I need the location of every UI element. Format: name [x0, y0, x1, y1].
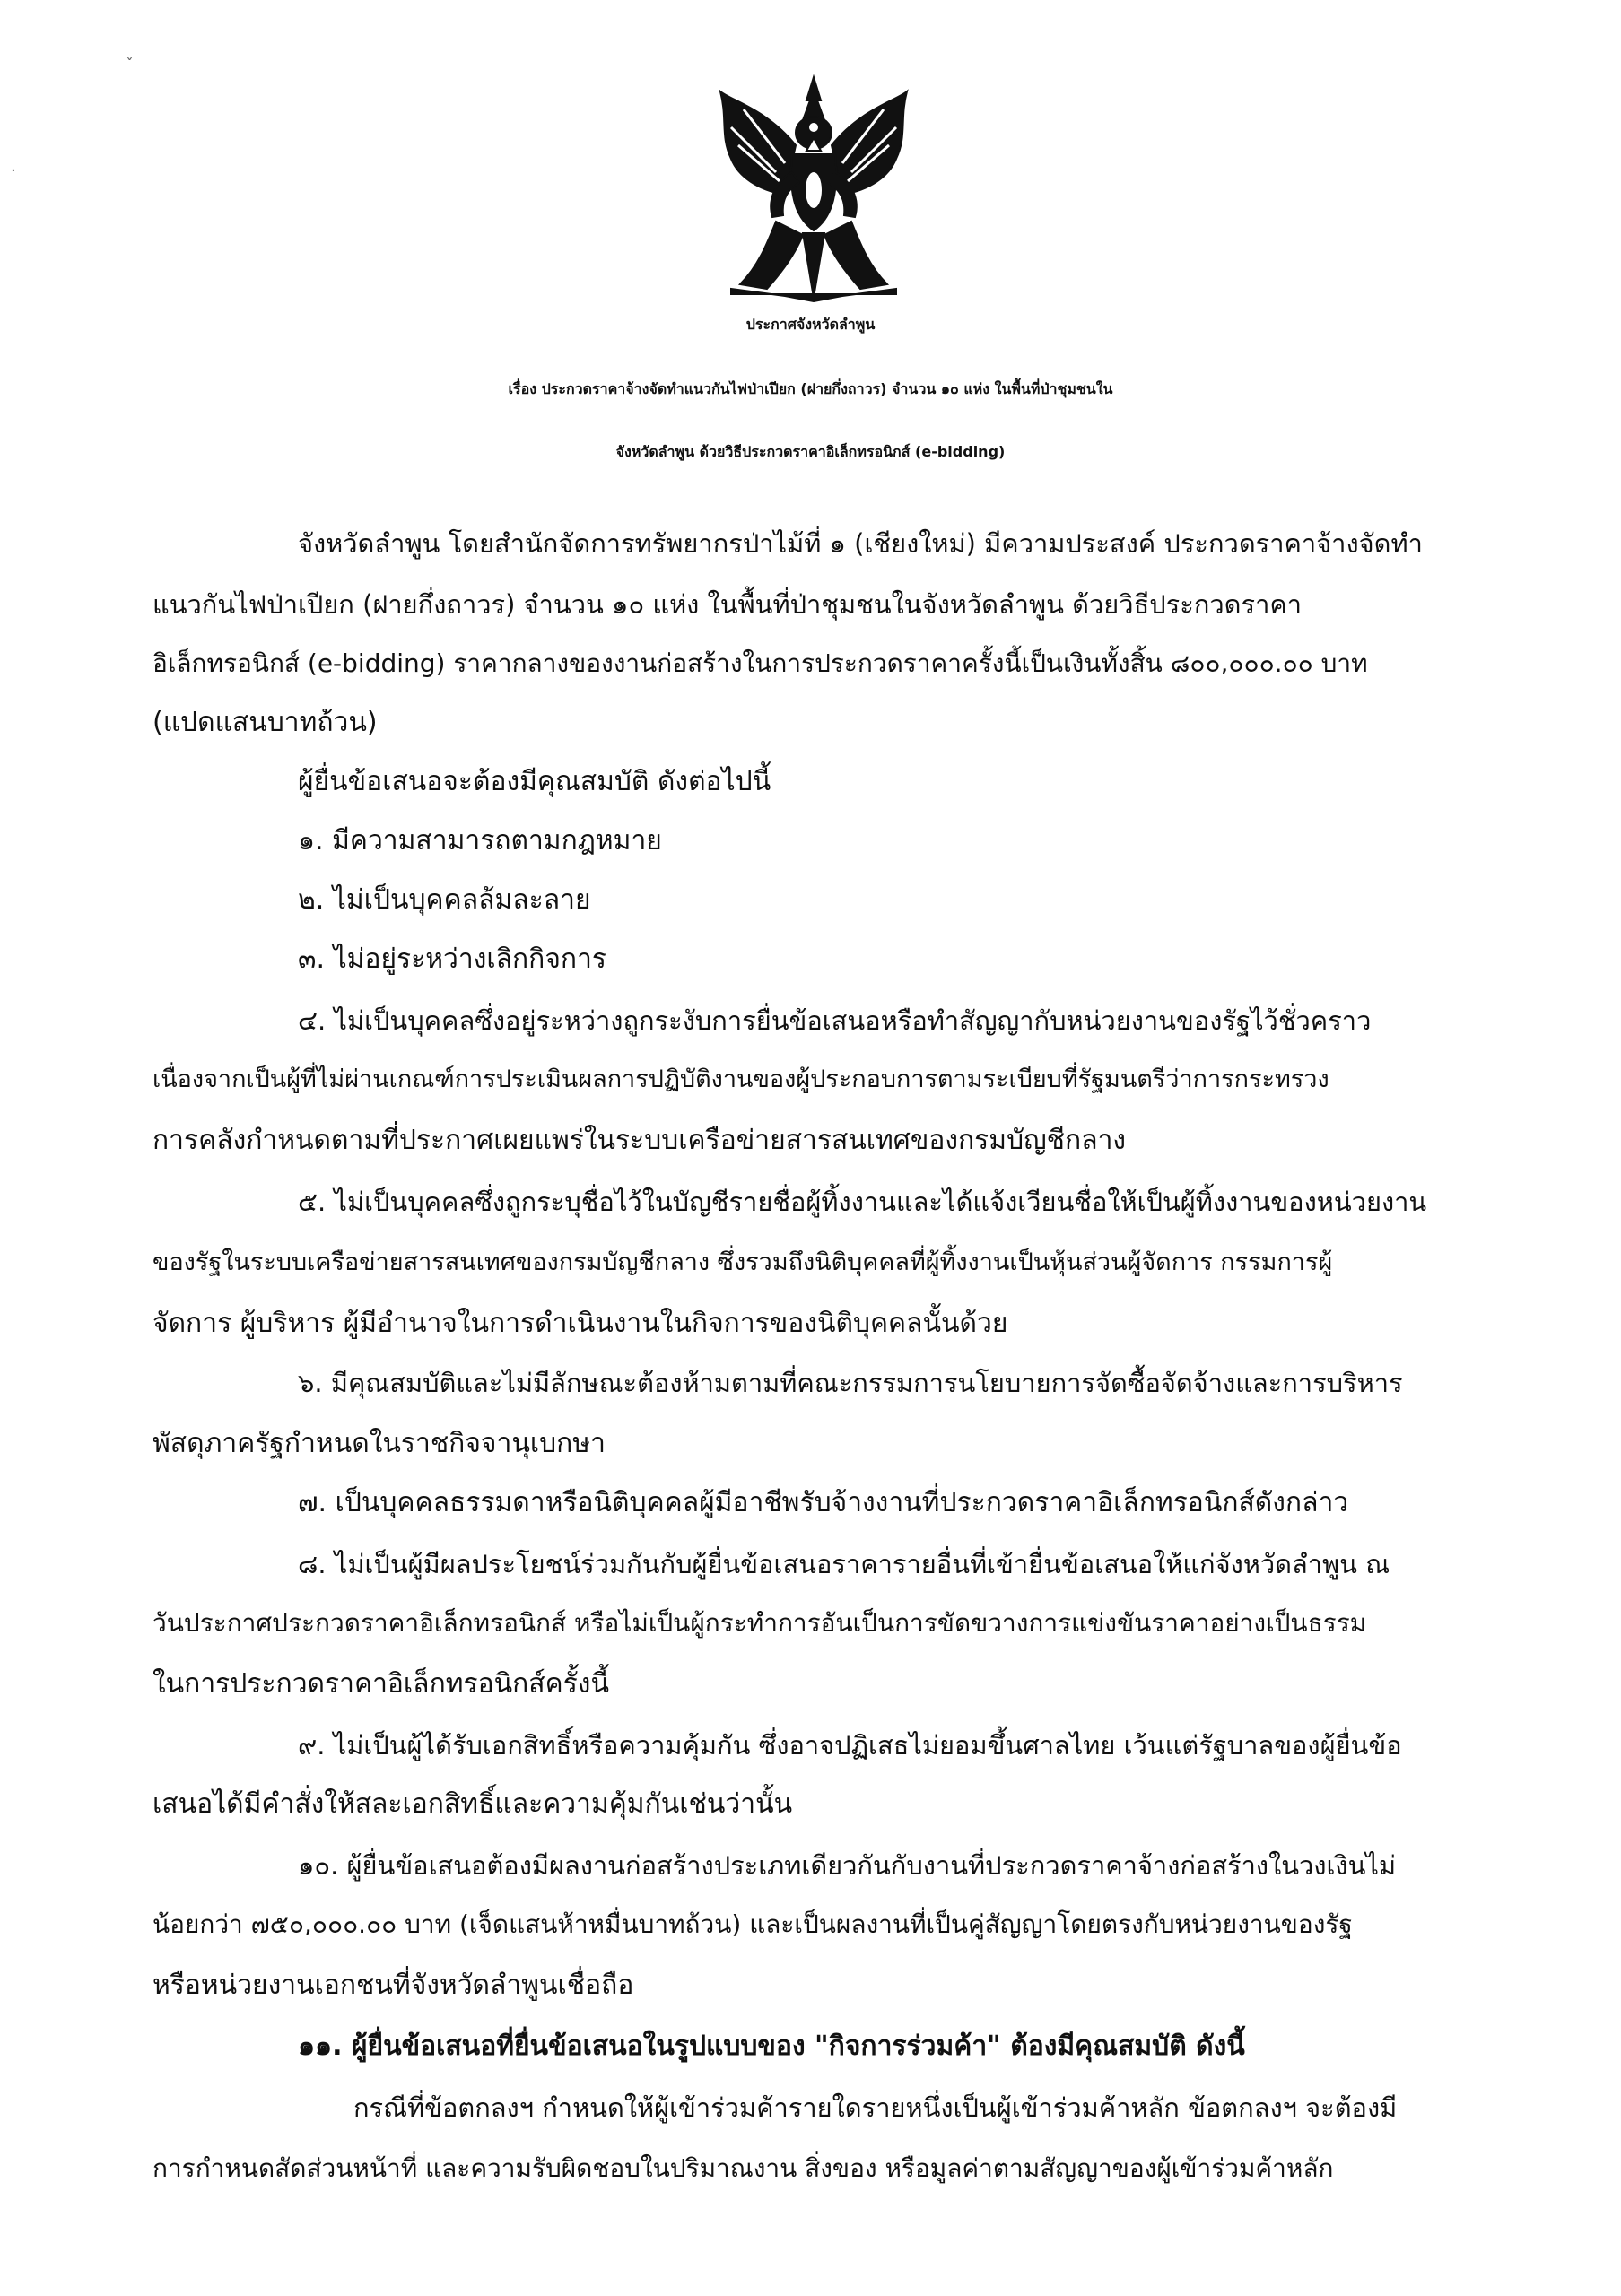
body-line: ผู้ยื่นข้อเสนอจะต้องมีคุณสมบัติ ดังต่อไปนี้ — [298, 766, 771, 797]
body-line: ๒. ไม่เป็นบุคคลล้มละลาย — [298, 884, 591, 916]
body-line: เนื่องจากเป็นผู้ที่ไม่ผ่านเกณฑ์การประเมินผลการปฏิบัติงานของผู้ประกอบการตามระเบียบที่รัฐมนตรีว่าการกระทรวง — [153, 1065, 1329, 1093]
body-line: ในการประกวดราคาอิเล็กทรอนิกส์ครั้งนี้ — [153, 1668, 609, 1700]
body-line: แนวกันไฟป่าเปียก (ฝายกึ่งถาวร) จำนวน ๑๐ แห่ง ในพื้นที่ป่าชุมชนในจังหวัดลำพูน ด้วยวิธีประกวดราคา — [153, 589, 1303, 620]
body-line: หรือหน่วยงานเอกชนที่จังหวัดลำพูนเชื่อถือ — [153, 1970, 634, 2001]
scan-dot: · — [11, 161, 16, 180]
body-line: ๔. ไม่เป็นบุคคลซึ่งอยู่ระหว่างถูกระงับการยื่นข้อเสนอหรือทำสัญญากับหน่วยงานของรัฐไว้ชั่วคราว — [298, 1005, 1372, 1036]
body-line: ๑๐. ผู้ยื่นข้อเสนอต้องมีผลงานก่อสร้างประเภทเดียวกันกับงานที่ประกวดราคาจ้างก่อสร้างในวงเงินไม่ — [298, 1850, 1397, 1881]
body-line: ๙. ไม่เป็นผู้ได้รับเอกสิทธิ์หรือความคุ้มกัน ซึ่งอาจปฏิเสธไม่ยอมขึ้นศาลไทย เว้นแต่รัฐบาลของผู้ยื่นข้อ — [298, 1730, 1402, 1761]
announcement-title: ประกาศจังหวัดลำพูน — [745, 316, 876, 333]
body-line: ๑๑. ผู้ยื่นข้อเสนอที่ยื่นข้อเสนอในรูปแบบของ "กิจการร่วมค้า" ต้องมีคุณสมบัติ ดังนี้ — [298, 2031, 1245, 2062]
subject-line-1: เรื่อง ประกวดราคาจ้างจัดทำแนวกันไฟป่าเปียก (ฝายกึ่งถาวร) จำนวน ๑๐ แห่ง ในพื้นที่ป่าชุมชนใน — [508, 380, 1113, 397]
body-line: (แปดแสนบาทถ้วน) — [153, 707, 378, 738]
body-line: ๕. ไม่เป็นบุคคลซึ่งถูกระบุชื่อไว้ในบัญชีรายชื่อผู้ทิ้งงานและได้แจ้งเวียนชื่อให้เป็นผู้ทิ้งงานของหน่วยงาน — [298, 1187, 1427, 1217]
body-line: น้อยกว่า ๗๕๐,๐๐๐.๐๐ บาท (เจ็ดแสนห้าหมื่นบาทถ้วน) และเป็นผลงานที่เป็นคู่สัญญาโดยตรงกับหน่วยงานของรัฐ — [153, 1909, 1353, 1939]
body-line: จัดการ ผู้บริหาร ผู้มีอำนาจในการดำเนินงานในกิจการของนิติบุคคลนั้นด้วย — [153, 1308, 1008, 1339]
body-line: พัสดุภาครัฐกำหนดในราชกิจจานุเบกษา — [153, 1428, 606, 1459]
body-line: ๓. ไม่อยู่ระหว่างเลิกกิจการ — [298, 944, 607, 975]
body-line: เสนอได้มีคำสั่งให้สละเอกสิทธิ์และความคุ้มกันเช่นว่านั้น — [153, 1788, 793, 1820]
body-line: กรณีที่ข้อตกลงฯ กำหนดให้ผู้เข้าร่วมค้ารายใดรายหนึ่งเป็นผู้เข้าร่วมค้าหลัก ข้อตกลงฯ จะต้องมี — [353, 2092, 1398, 2123]
body-line: การคลังกำหนดตามที่ประกาศเผยแพร่ในระบบเครือข่ายสารสนเทศของกรมบัญชีกลาง — [153, 1125, 1127, 1156]
body-line: จังหวัดลำพูน โดยสำนักจัดการทรัพยากรป่าไม้ที่ ๑ (เชียงใหม่) มีความประสงค์ ประกวดราคาจ้างจัดทำ — [298, 528, 1423, 559]
body-line: อิเล็กทรอนิกส์ (e-bidding) ราคากลางของงานก่อสร้างในการประกวดราคาครั้งนี้เป็นเงินทั้งสิ้น ๘๐๐,๐๐๐.๐๐ บาท — [153, 648, 1368, 678]
body-line: การกำหนดสัดส่วนหน้าที่ และความรับผิดชอบในปริมาณงาน สิ่งของ หรือมูลค่าตามสัญญาของผู้เข้าร่วมค้าหลัก — [153, 2153, 1334, 2183]
body-line: ของรัฐในระบบเครือข่ายสารสนเทศของกรมบัญชีกลาง ซึ่งรวมถึงนิติบุคคลที่ผู้ทิ้งงานเป็นหุ้นส่วนผู้จัดการ กรรมการผู้ — [153, 1248, 1333, 1276]
body-line: วันประกาศประกวดราคาอิเล็กทรอนิกส์ หรือไม่เป็นผู้กระทำการอันเป็นการขัดขวางการแข่งขันราคาอย่างเป็นธรรม — [153, 1608, 1367, 1638]
body-line: ๑. มีความสามารถตามกฎหมาย — [298, 825, 662, 857]
scan-speck: ˇ — [126, 56, 134, 74]
body-line: ๘. ไม่เป็นผู้มีผลประโยชน์ร่วมกันกับผู้ยื่นข้อเสนอราคารายอื่นที่เข้ายื่นข้อเสนอให้แก่จังหวัดลำพูน ณ — [298, 1549, 1390, 1579]
body-line: ๖. มีคุณสมบัติและไม่มีลักษณะต้องห้ามตามที่คณะกรรมการนโยบายการจัดซื้อจัดจ้างและการบริหาร — [298, 1368, 1403, 1398]
subject-line-2: จังหวัดลำพูน ด้วยวิธีประกวดราคาอิเล็กทรอนิกส์ (e-bidding) — [615, 443, 1006, 460]
body-line: ๗. เป็นบุคคลธรรมดาหรือนิติบุคคลผู้มีอาชีพรับจ้างงานที่ประกวดราคาอิเล็กทรอนิกส์ดังกล่าว — [298, 1487, 1349, 1518]
garuda-emblem-icon — [713, 74, 915, 302]
